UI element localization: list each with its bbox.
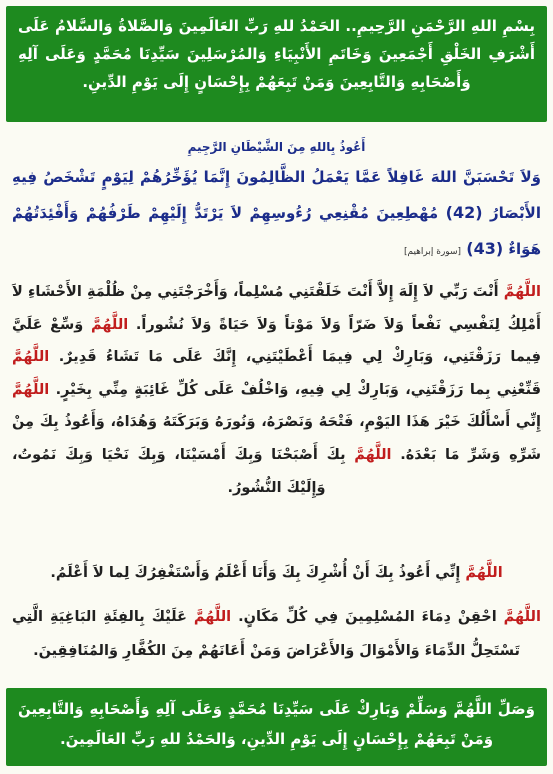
allahumma-word: اللَّهُمَّ xyxy=(90,316,129,333)
allahumma-word: اللَّهُمَّ xyxy=(12,349,50,366)
allahumma-word: اللَّهُمَّ xyxy=(12,381,50,398)
dua-text-2: وَسِّعْ عَلَيَّ فِيما رَزَقْتَنِي، وَبَارِكْ لِي فِيمَا أَعْطَيْتَنِي، إِنَّكَ عَلَى مَا تَشَاءُ قَدِيرٌ. xyxy=(12,316,541,366)
dua-block-1 xyxy=(12,276,541,504)
header-banner xyxy=(6,6,547,122)
allahumma-word: اللَّهُمَّ xyxy=(503,284,541,300)
dua-block-3 xyxy=(12,600,541,668)
dua-text-5: بِكَ أَصْبَحْنَا وَبِكَ أَمْسَيْنَا، وَبِكَ نَحْيَا وَبِكَ نَمُوتُ، وَإِلَيْكَ النُّشُورُ. xyxy=(12,446,346,496)
closing-text: وَصَلِّ اللَّهُمَّ وَسَلِّمْ وَبَارِكْ عَلَى سَيِّدِنَا مُحَمَّدٍ وَعَلَى آلِهِ وَأَصْحَابِهِ وَالتَّابِعِينَ وَمَنْ تَبِعَهُمْ بِإِحْسَانٍ إِلَى يَوْمِ الدِّينِ، وَالحَمْدُ للهِ رَبِّ العَالَمِينَ. xyxy=(18,700,535,748)
isti3adha: أَعُوذُ بِاللهِ مِنَ الشَّيْطَانِ الرَّجِيمِ xyxy=(187,140,366,154)
verse-part-2: مُهْطِعِينَ مُقْنِعِي رُءُوسِهِمْ لاَ يَرْتَدُّ إِلَيْهِمْ طَرْفُهُمْ وَأَفْئِدَتُهُمْ هَوَاءٌ xyxy=(12,204,541,258)
dua-text-6: إِنِّي أَعُوذُ بِكَ أَنْ أُشْرِكَ بِكَ وَأَنَا أَعْلَمُ وَأَسْتَغْفِرُكَ لِما لاَ أَعْلَمُ. xyxy=(50,565,461,581)
dua-text-8: عَلَيْكَ بِالفِئَةِ البَاغِيَةِ الَّتِي تَسْتَحِلُّ الدِّمَاءَ وَالأَمْوَالَ وَالأَعْرَاضَ وَمَنْ أَعَانَهُمْ مِنَ الكُفَّارِ وَالمُنَافِقِينَ. xyxy=(12,609,520,659)
dua-text-3: قَنِّعْنِي بِما رَزَقْتَنِي، وَبَارِكْ لِي فِيهِ، وَاخْلُفْ عَلَى كُلِّ غَائِبَةٍ مِنِّي بِخَيْرٍ. xyxy=(55,381,541,398)
quran-verse xyxy=(12,160,541,270)
opening-text: بِسْمِ اللهِ الرَّحْمَنِ الرَّحِيمِ.. الحَمْدُ للهِ رَبِّ العَالَمِينَ وَالصَّلاةُ وَالسَّلامُ عَلَى أَشْرَفِ الخَلْقِ أَجْمَعِينَ وَخَاتَمِ الأَنْبِيَاءِ وَالمُرْسَلِينَ سَيِّدِنَا مُحَمَّدٍ وَعَلَى آلِهِ وَأَصْحَابِهِ وَالتَّابِعِينَ وَمَنْ تَبِعَهُمْ بِإِحْسَانٍ إِلَى يَوْمِ الدِّينِ. xyxy=(18,17,535,91)
allahumma-word: اللَّهُمَّ xyxy=(465,565,503,581)
footer-banner xyxy=(6,688,547,766)
dua-text-4: إِنِّي أَسْأَلُكَ خَيْرَ هَذَا اليَوْمِ، فَتْحَهُ وَنَصْرَهُ، وَنُورَهُ وَبَرَكَتَهُ وَهُدَاهُ، وَأَعُوذُ بِكَ مِنْ شَرِّهِ وَشَرِّ مَا بَعْدَهُ. xyxy=(12,414,541,463)
dua-text-1: أَنْتَ رَبِّي لاَ إِلَهَ إِلاَّ أَنْتَ خَلَقْتَنِي مُسْلِماً، وَأَخْرَجْتَنِي مِنْ ظُلْمَةِ الأَحْشَاءِ لاَ أَمْلِكُ لِنَفْسِي نَفْعاً وَلاَ ضَرّاً وَلاَ مَوْتاً وَلاَ حَيَاةً وَلاَ نُشُوراً. xyxy=(12,284,541,333)
allahumma-word: اللَّهُمَّ xyxy=(503,609,541,625)
verse-number-42: (42) xyxy=(445,203,483,222)
allahumma-word: اللَّهُمَّ xyxy=(193,609,232,625)
dua-block-2 xyxy=(12,558,541,588)
verse-number-43: (43) xyxy=(466,239,504,258)
verse-source: [سورة إبراهيم] xyxy=(403,247,462,257)
allahumma-word: اللَّهُمَّ xyxy=(354,446,392,463)
dua-text-7: احْقِنْ دِمَاءَ المُسْلِمِينَ فِي كُلِّ مَكَانٍ. xyxy=(238,609,497,625)
verse-part-1: وَلاَ تَحْسَبَنَّ اللهَ غَافِلاً عَمَّا يَعْمَلُ الظَّالِمُونَ إِنَّمَا يُؤَخِّرُهُمْ لِيَوْمٍ تَشْخَصُ فِيهِ الأَبْصَارُ xyxy=(12,168,541,222)
